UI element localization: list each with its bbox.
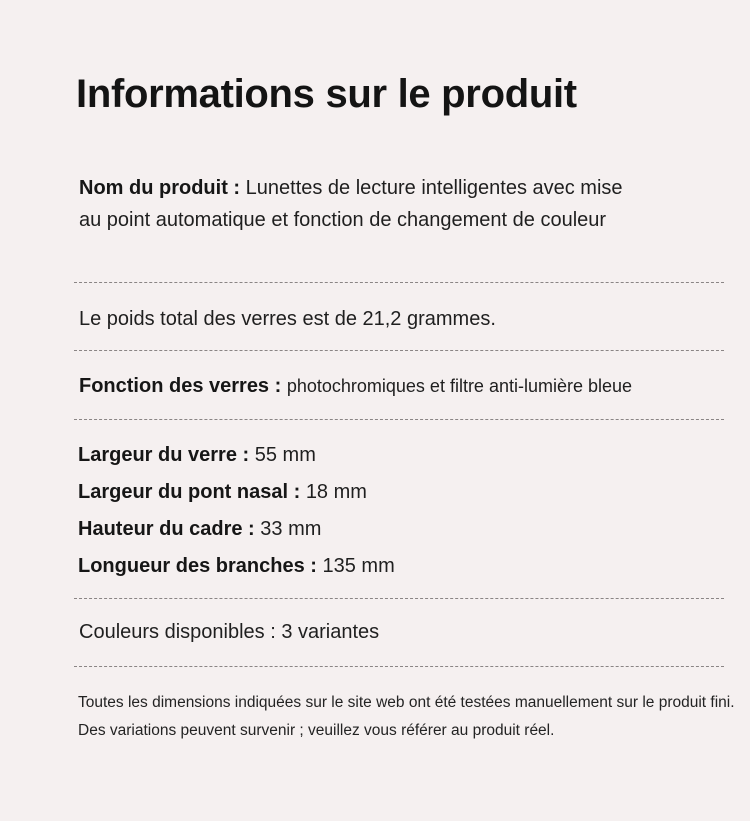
dimension-row xyxy=(78,548,395,585)
dimension-value: 135 mm xyxy=(322,555,395,577)
lens-function-value: photochromiques et filtre anti-lumière bleue xyxy=(286,376,633,396)
dimension-label: Longueur des branches : xyxy=(78,555,317,577)
dimension-row xyxy=(78,437,395,474)
dimensions-list xyxy=(78,437,395,585)
divider xyxy=(74,419,724,420)
product-name-label: Nom du produit : xyxy=(79,177,241,199)
lens-function-label: Fonction des verres : xyxy=(79,375,282,397)
divider xyxy=(74,282,724,283)
page-title: Informations sur le produit xyxy=(76,72,577,116)
divider xyxy=(74,666,724,667)
divider xyxy=(74,350,724,351)
dimension-value: 18 mm xyxy=(305,481,367,503)
dimension-label: Hauteur du cadre : xyxy=(78,518,255,540)
dimension-label: Largeur du verre : xyxy=(78,444,250,466)
colors-row: Couleurs disponibles : 3 variantes xyxy=(79,621,380,643)
disclaimer-note: Toutes les dimensions indiquées sur le site web ont été testées manuellement sur le produit fini. Des variations peuvent survenir ; veuillez vous référer au produit réel. xyxy=(78,694,735,739)
lens-function-row xyxy=(79,370,632,402)
dimension-value: 33 mm xyxy=(260,518,322,540)
weight-row: Le poids total des verres est de 21,2 grammes. xyxy=(79,308,496,330)
divider xyxy=(74,598,724,599)
product-name-value: Lunettes de lecture intelligentes avec mise au point automatique et fonction de changement de couleur xyxy=(79,177,623,231)
dimension-row xyxy=(78,511,395,548)
product-name-row xyxy=(79,172,639,236)
dimension-label: Largeur du pont nasal : xyxy=(78,481,301,503)
dimension-value: 55 mm xyxy=(254,444,316,466)
dimension-row xyxy=(78,474,395,511)
